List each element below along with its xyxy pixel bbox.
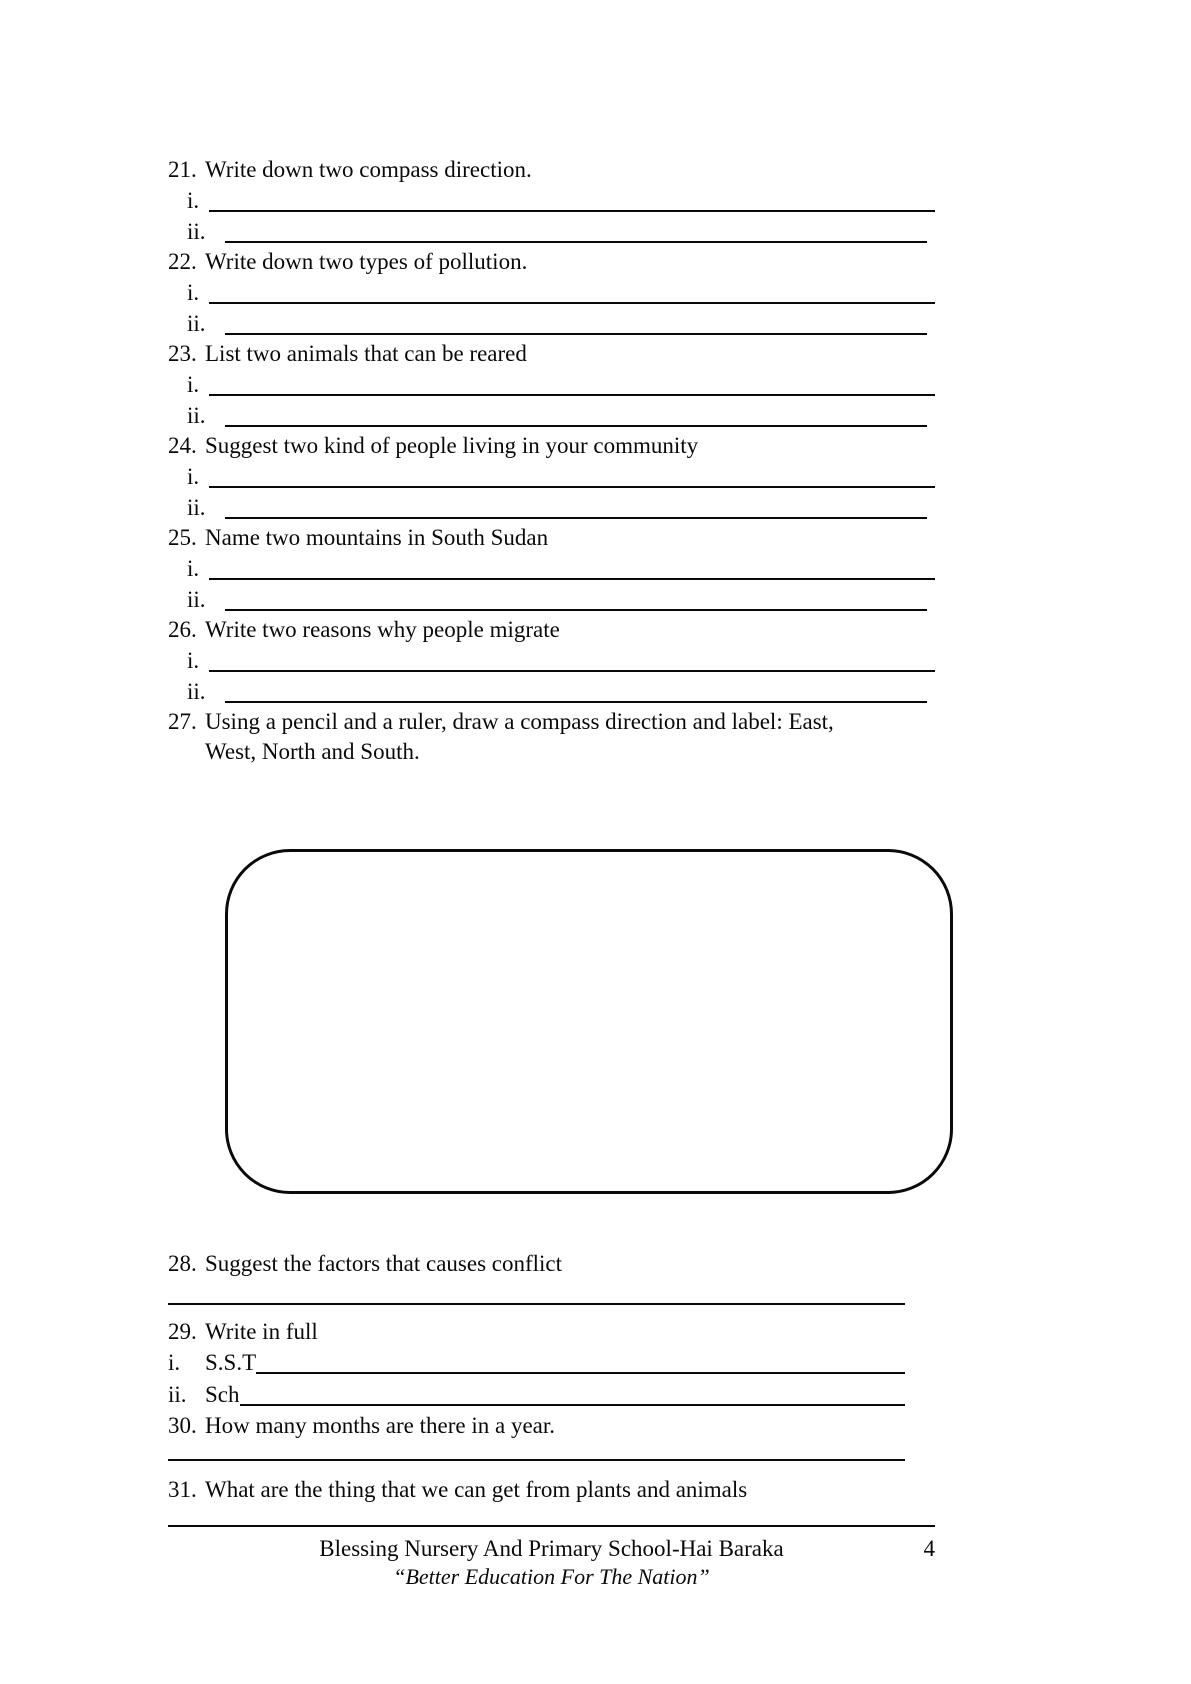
blank-underline (209, 461, 935, 488)
roman-numeral-i: i. (168, 1350, 181, 1375)
question-text: Suggest the factors that causes conflict (205, 1251, 563, 1276)
question-22-answer-i (168, 277, 935, 308)
question-22-title (168, 247, 935, 277)
question-23-answer-ii (168, 400, 935, 431)
question-21-answer-i (168, 185, 935, 216)
blank-underline (209, 185, 935, 212)
question-23-answer-i (168, 369, 935, 400)
question-30 (168, 1411, 935, 1461)
question-text: Write down two compass direction. (205, 157, 532, 182)
question-text: List two animals that can be reared (205, 341, 527, 366)
roman-numeral-ii: ii. (187, 495, 206, 520)
roman-numeral-ii: ii. (168, 1382, 187, 1407)
question-number: 21. (168, 157, 197, 182)
blank-underline (168, 1303, 905, 1305)
question-text: Write in full (205, 1319, 318, 1344)
question-21-answer-ii (168, 216, 935, 247)
footer-page-number: 4 (923, 1536, 935, 1561)
question-26-answer-ii (168, 676, 935, 707)
blank-underline (209, 645, 935, 672)
footer-motto: “Better Education For The Nation” (393, 1564, 710, 1589)
question-27 (168, 707, 935, 767)
blank-underline (225, 584, 927, 611)
blank-underline (168, 1525, 935, 1527)
blank-underline (256, 1347, 905, 1374)
blank-underline (225, 492, 927, 519)
question-number: 25. (168, 525, 197, 550)
question-29 (168, 1317, 935, 1411)
question-text: Suggest two kind of people living in your community (205, 433, 699, 458)
blank-underline (209, 369, 935, 396)
question-24-title (168, 431, 935, 461)
blank-underline (240, 1379, 906, 1406)
question-29-title (168, 1317, 935, 1347)
question-26-answer-i (168, 645, 935, 676)
page-footer (168, 1535, 935, 1591)
blank-underline (225, 308, 927, 335)
question-29-item-ii (168, 1379, 935, 1411)
question-25-answer-i (168, 553, 935, 584)
question-text: Write down two types of pollution. (205, 249, 528, 274)
blank-underline (209, 277, 935, 304)
question-22 (168, 247, 935, 339)
question-28 (168, 1249, 935, 1305)
question-24-answer-i (168, 461, 935, 492)
question-25-answer-ii (168, 584, 935, 615)
question-23 (168, 339, 935, 431)
question-21 (168, 155, 935, 247)
blank-underline (225, 676, 927, 703)
question-number: 27. (168, 709, 197, 734)
roman-numeral-ii: ii. (187, 679, 206, 704)
compass-drawing-box (225, 849, 953, 1194)
question-text: Name two mountains in South Sudan (205, 525, 549, 550)
roman-numeral-ii: ii. (187, 311, 206, 336)
question-text: What are the thing that we can get from plants and animals (205, 1477, 748, 1502)
question-25 (168, 523, 935, 615)
roman-numeral-i: i. (187, 464, 200, 489)
question-27-title (168, 707, 935, 737)
roman-numeral-ii: ii. (187, 587, 206, 612)
roman-numeral-ii: ii. (187, 403, 206, 428)
page-content (168, 155, 935, 1591)
question-27-text-line2: West, North and South. (205, 739, 420, 764)
question-30-title (168, 1411, 935, 1441)
roman-numeral-i: i. (187, 188, 200, 213)
blank-underline (225, 400, 927, 427)
question-24-answer-ii (168, 492, 935, 523)
question-text-line1: Using a pencil and a ruler, draw a compass direction and label: East, (205, 709, 834, 734)
abbreviation-sch: Sch (205, 1382, 240, 1407)
roman-numeral-ii: ii. (187, 219, 206, 244)
question-number: 24. (168, 433, 197, 458)
abbreviation-sst: S.S.T (205, 1350, 257, 1375)
footer-school-name: Blessing Nursery And Primary School-Hai Baraka (319, 1536, 784, 1561)
blank-underline (209, 553, 935, 580)
question-number: 30. (168, 1413, 197, 1438)
roman-numeral-i: i. (187, 280, 200, 305)
question-number: 22. (168, 249, 197, 274)
question-number: 23. (168, 341, 197, 366)
question-31 (168, 1475, 935, 1527)
question-26 (168, 615, 935, 707)
question-28-title (168, 1249, 935, 1279)
question-29-item-i (168, 1347, 935, 1379)
blank-underline (168, 1459, 905, 1461)
question-25-title (168, 523, 935, 553)
question-number: 29. (168, 1319, 197, 1344)
roman-numeral-i: i. (187, 372, 200, 397)
question-26-title (168, 615, 935, 645)
question-21-title (168, 155, 935, 185)
question-number: 28. (168, 1251, 197, 1276)
blank-underline (225, 216, 927, 243)
question-24 (168, 431, 935, 523)
question-text: How many months are there in a year. (205, 1413, 555, 1438)
question-31-title (168, 1475, 935, 1505)
question-text: Write two reasons why people migrate (205, 617, 560, 642)
roman-numeral-i: i. (187, 648, 200, 673)
roman-numeral-i: i. (187, 556, 200, 581)
question-number: 31. (168, 1477, 197, 1502)
question-23-title (168, 339, 935, 369)
question-number: 26. (168, 617, 197, 642)
question-22-answer-ii (168, 308, 935, 339)
